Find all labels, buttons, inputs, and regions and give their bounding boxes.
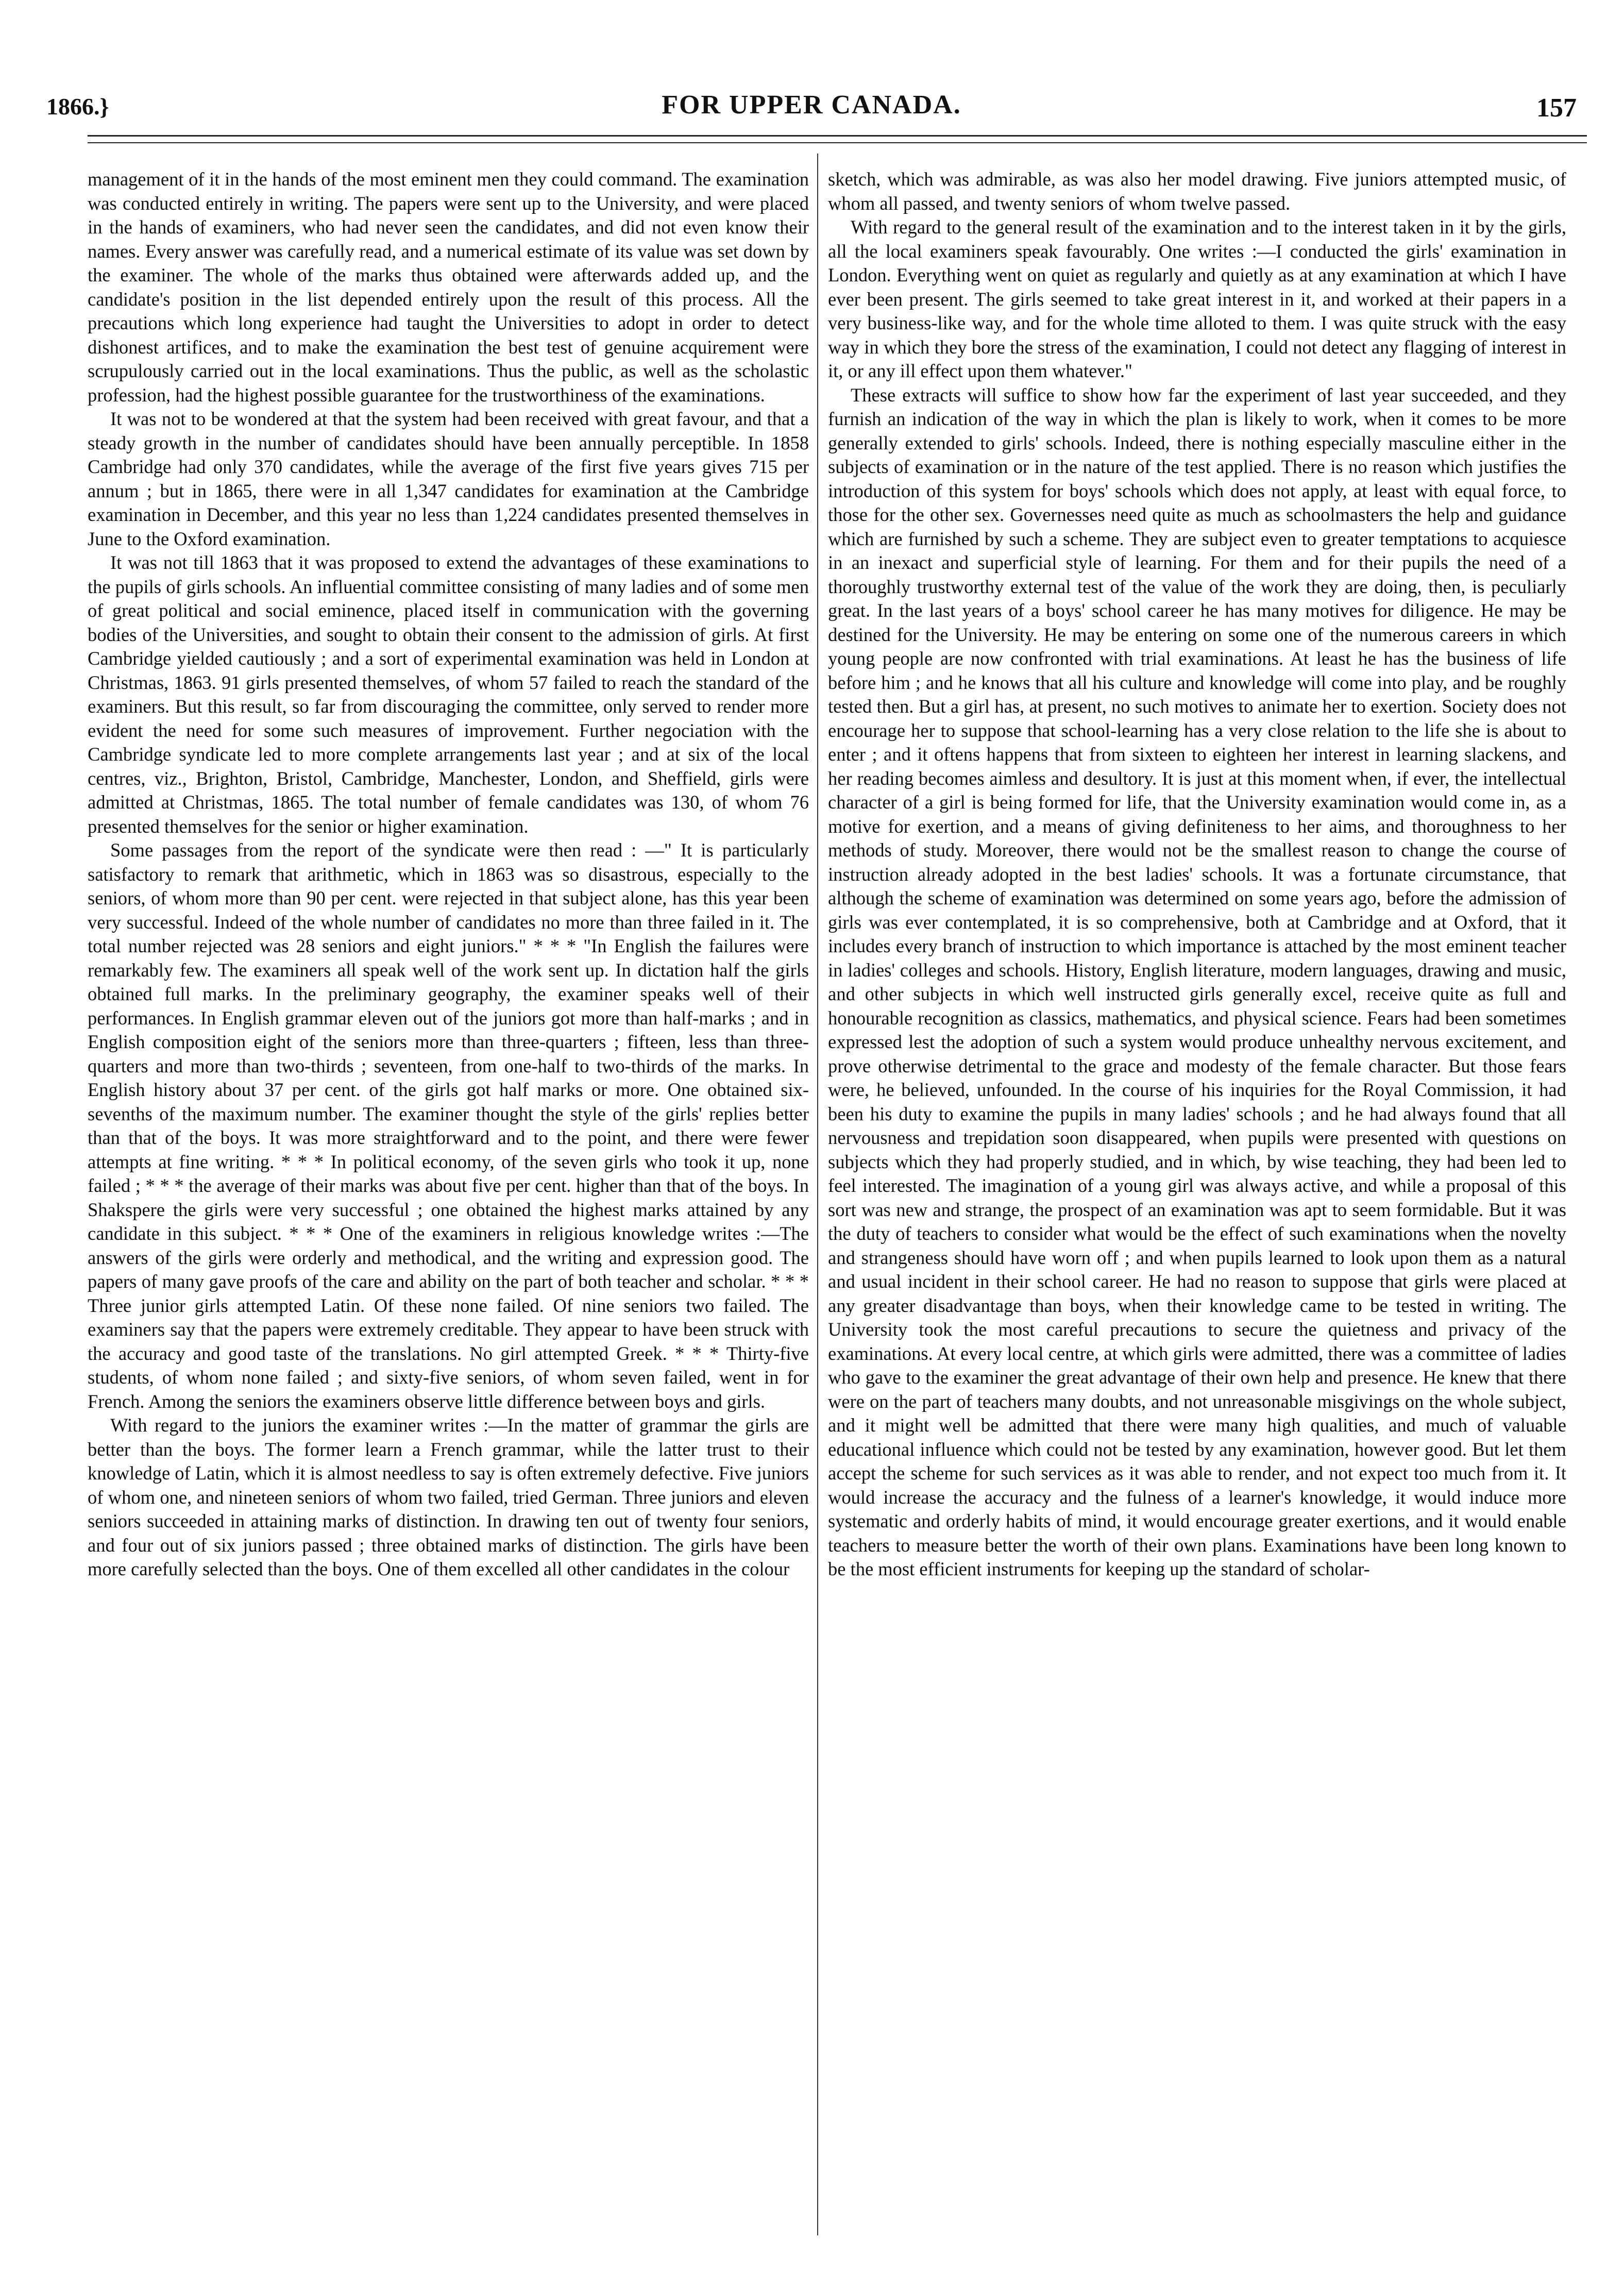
header-rule-top xyxy=(88,135,1587,137)
column-divider xyxy=(817,154,818,2235)
paragraph: management of it in the hands of the most eminent men they could command. The examination was conducted entirely in writing. The papers were sent up to the University, and were placed in the hands of examiners, who had never seen the candidates, and did not even know their names. Every answer was carefully read, and a numerical estimate of its value was set down by the examiner. The whole of the marks thus obtained were afterwards added up, and the candidate's position in the list depended entirely upon the result of this process. All the precautions which long experience had taught the Universities to adopt in order to detect dishonest artifices, and to make the examination the best test of genuine acquirement were scrupulously carried out in the local examinations. Thus the public, as well as the scholastic profession, had the highest possible guarantee for the trustworthiness of the examinations. xyxy=(88,169,809,406)
paragraph: These extracts will suffice to show how far the experiment of last year succeeded, and they furnish an indication of the way in which the plan is likely to work, when it comes to be more generally extended to girls' schools. Indeed, there is nothing especially masculine either in the subjects of examination or in the nature of the test applied. There is no reason which justifies the introduction of this system for boys' schools which does not apply, at least with equal force, to those for the other sex. Governesses need quite as much as schoolmasters the help and guidance which are furnished by such a scheme. They are subject even to greater temptations to acquiesce in an inexact and superficial style of learning. For them and for their pupils the need of a thoroughly trustworthy external test of the value of the work they are doing, then, is peculiarly great. In the last years of a boys' school career he has many motives for diligence. He may be destined for the University. He may be entering on some one of the numerous careers in which young people are now confronted with trial examinations. At least he has the business of life before him ; and he knows that all his culture and knowledge will come into play, and be roughly tested then. But a girl has, at present, no such motives to animate her to exertion. Society does not encourage her to suppose that school-learning has a very close relation to the life she is about to enter ; and it oftens happens that from sixteen to eighteen her interest in learning slackens, and her reading becomes aimless and desultory. It is just at this moment when, if ever, the intellectual character of a girl is being formed for life, that the University examination would come in, as a motive for exertion, and a means of giving definiteness to her aims, and thoroughness to her methods of study. Moreover, there would not be the smallest reason to change the course of instruction already adopted in the best ladies' schools. It was a fortunate circumstance, that although the scheme of examination was determined on some years ago, before the admission of girls was ever contemplated, it is so comprehensive, both at Cambridge and at Oxford, that it includes every branch of instruction to which importance is attached by the most eminent teacher in ladies' colleges and schools. History, English literature, modern languages, drawing and music, and other subjects in which well instructed girls generally excel, receive quite as full and honourable recognition as classics, mathematics, and physical science. Fears had been sometimes expressed lest the adoption of such a system would produce unhealthy nervous excitement, and prove otherwise detrimental to the grace and modesty of the female character. But those fears were, he believed, unfounded. In the course of his inquiries for the Royal Commission, it had been his duty to examine the pupils in many ladies' schools ; and he had always found that all nervousness and trepidation soon disappeared, when pupils were presented with questions on subjects which they had properly studied, and in which, by wise teaching, they had been led to feel interested. The imagination of a young girl was always active, and while a proposal of this sort was new and strange, the prospect of an examination was apt to seem formidable. But it was the duty of teachers to consider what would be the effect of such examinations when the novelty and strangeness should have worn off ; and when pupils learned to look upon them as a natural and usual incident in their school career. He had no reason to suppose that girls were placed at any greater disadvantage than boys, when their knowledge came to be tested in writing. The University took the most careful precautions to secure the quietness and privacy of the examinations. At every local centre, at which girls were admitted, there was a committee of ladies who gave to the examiner the great advantage of their own help and presence. He knew that there were on the part of teachers many doubts, and not unreasonable misgivings on the whole subject, and it might well be admitted that there were many high qualities, and much of valuable educational influence which could not be tested by any examination, however good. But let them accept the scheme for such services as it was able to render, and not expect too much from it. It would increase the accuracy and the fulness of a learner's knowledge, it would induce more systematic and orderly habits of mind, it would encourage greater exertions, and it would enable teachers to measure better the worth of their own plans. Examinations have been long known to be the most efficient instruments for keeping up the standard of scholar- xyxy=(828,384,1566,1579)
paragraph: sketch, which was admirable, as was also her model drawing. Five juniors attempted music, of whom all passed, and twenty seniors of whom twelve passed. xyxy=(828,169,1566,214)
page-header xyxy=(46,77,1577,124)
paragraph: Some passages from the report of the syndicate were then read : —" It is particularly satisfactory to remark that arithmetic, which in 1863 was so disastrous, especially to the seniors, of whom more than 90 per cent. were rejected in that subject alone, has this year been very successful. Indeed of the whole number of candidates no more than three failed in it. The total number rejected was 28 seniors and eight juniors." * * * "In English the failures were remarkably few. The examiners all speak well of the work sent up. In dictation half the girls obtained full marks. In the preliminary geography, the examiner speaks well of their performances. In English grammar eleven out of the juniors got more than half-marks ; and in English composition eight of the seniors more than three-quarters ; fifteen, less than three-quarters and more than two-thirds ; seventeen, from one-half to two-thirds of the marks. In English history about 37 per cent. of the girls got half marks or more. One obtained six-sevenths of the maximum number. The examiner thought the style of the girls' replies better than that of the boys. It was more straightforward and to the point, and there were fewer attempts at fine writing. * * * In political economy, of the seven girls who took it up, none failed ; * * * the average of their marks was about five per cent. higher than that of the boys. In Shakspere the girls were very successful ; one obtained the highest marks attained by any candidate in this subject. * * * One of the examiners in religious knowledge writes :—The answers of the girls were orderly and methodical, and the writing and expression good. The papers of many gave proofs of the care and ability on the part of both teacher and scholar. * * * Three junior girls attempted Latin. Of these none failed. Of nine seniors two failed. The examiners say that the papers were extremely creditable. They appear to have been struck with the accuracy and good taste of the translations. No girl attempted Greek. * * * Thirty-five students, of whom none failed ; and sixty-five seniors, of whom seven failed, went in for French. Among the seniors the examiners observe little difference between boys and girls. xyxy=(88,839,809,1412)
header-year: 1866.} xyxy=(46,93,109,120)
right-column xyxy=(828,167,1566,2239)
paragraph: It was not till 1863 that it was proposed to extend the advantages of these examinations to the pupils of girls schools. An influential committee consisting of many ladies and of some men of great political and social eminence, placed itself in communication with the governing bodies of the Universities, and sought to obtain their consent to the admission of girls. At first Cambridge yielded cautiously ; and a sort of experimental examination was held in London at Christmas, 1863. 91 girls presented themselves, of whom 57 failed to reach the standard of the examiners. But this result, so far from discouraging the committee, only served to render more evident the need for some such measures of improvement. Further negociation with the Cambridge syndicate led to more complete arrangements last year ; and at six of the local centres, viz., Brighton, Bristol, Cambridge, Manchester, London, and Sheffield, girls were admitted at Christmas, 1865. The total number of female candidates was 130, of whom 76 presented themselves for the senior or higher examination. xyxy=(88,552,809,837)
running-title: FOR UPPER CANADA. xyxy=(662,90,961,120)
paragraph: It was not to be wondered at that the system had been received with great favour, and that a steady growth in the number of candidates should have been annually perceptible. In 1858 Cambridge had only 370 candidates, while the average of the first five years gives 715 per annum ; but in 1865, there were in all 1,347 candidates for examination at the Cambridge examination in December, and this year no less than 1,224 candidates presented themselves in June to the Oxford examination. xyxy=(88,408,809,549)
page-number: 157 xyxy=(1536,93,1577,123)
header-rule-bottom xyxy=(88,142,1587,143)
left-column xyxy=(88,167,809,2239)
paragraph: With regard to the general result of the examination and to the interest taken in it by the girls, all the local examiners speak favourably. One writes :—I conducted the girls' examination in London. Everything went on quiet as regularly and quietly as at any examination at which I have ever been present. The girls seemed to take great interest in it, and worked at their papers in a very business-like way, and for the whole time alloted to them. I was quite struck with the easy way in which they bore the stress of the examination, I could not detect any flagging of interest in it, or any ill effect upon them whatever." xyxy=(828,216,1566,381)
paragraph: With regard to the juniors the examiner writes :—In the matter of grammar the girls are better than the boys. The former learn a French grammar, while the latter trust to their knowledge of Latin, which it is almost needless to say is often extremely defective. Five juniors of whom one, and nineteen seniors of whom two failed, tried German. Three juniors and eleven seniors succeeded in attaining marks of distinction. In drawing ten out of twenty four seniors, and four out of six juniors passed ; three obtained marks of distinction. The girls have been more carefully selected than the boys. One of them excelled all other candidates in the colour xyxy=(88,1415,809,1579)
